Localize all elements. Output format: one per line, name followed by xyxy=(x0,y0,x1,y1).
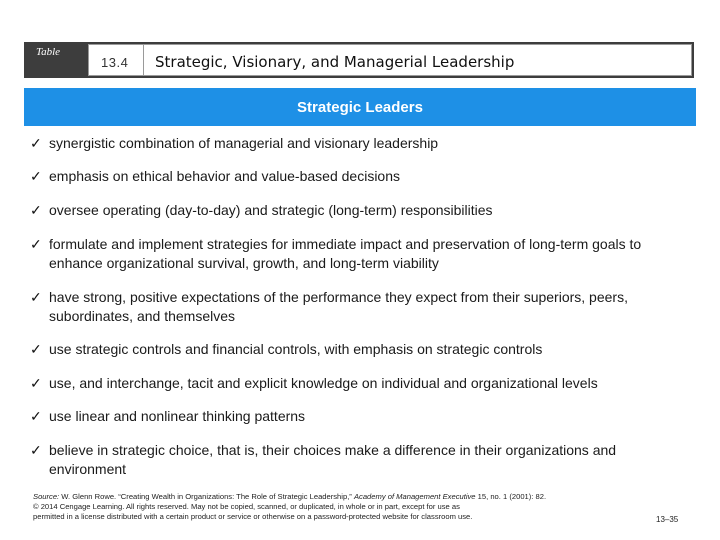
list-item xyxy=(30,167,690,186)
checkmark-icon: ✓ xyxy=(30,375,42,391)
checkmark-icon: ✓ xyxy=(30,442,42,458)
copyright-line-2: permitted in a license distributed with a certain product or service or otherwise on a password-protected website for classroom use. xyxy=(33,512,473,521)
list-item-text: use strategic controls and financial controls, with emphasis on strategic controls xyxy=(49,341,543,357)
checkmark-icon: ✓ xyxy=(30,135,42,151)
list-item xyxy=(30,235,690,273)
list-item-text: formulate and implement strategies for immediate impact and preservation of long-term goals to enhance organizational survival, growth, and long-term viability xyxy=(49,236,642,271)
list-item xyxy=(30,407,690,426)
source-journal: Academy of Management Executive xyxy=(353,492,476,501)
list-item-text: use, and interchange, tacit and explicit knowledge on individual and organizational levels xyxy=(49,375,598,391)
list-item xyxy=(30,201,690,220)
table-title-box xyxy=(88,44,692,76)
list-item-text: synergistic combination of managerial and visionary leadership xyxy=(49,135,439,151)
table-tag: Table xyxy=(36,46,61,58)
list-item-text: oversee operating (day-to-day) and strategic (long-term) responsibilities xyxy=(49,202,493,218)
source-citation: W. Glenn Rowe. “Creating Wealth in Organizations: The Role of Strategic Leadership,” xyxy=(61,492,352,501)
list-item xyxy=(30,134,690,153)
list-item xyxy=(30,288,690,326)
checkmark-icon: ✓ xyxy=(30,168,42,184)
checkmark-icon: ✓ xyxy=(30,289,42,305)
list-item xyxy=(30,441,690,479)
title-divider xyxy=(143,45,144,75)
checkmark-icon: ✓ xyxy=(30,341,42,357)
checkmark-icon: ✓ xyxy=(30,408,42,424)
list-item xyxy=(30,340,690,359)
section-heading-band xyxy=(24,88,696,126)
source-label: Source: xyxy=(33,492,60,501)
source-volume: 15, no. 1 (2001): 82. xyxy=(477,492,547,501)
copyright-line-1: © 2014 Cengage Learning. All rights reserved. May not be copied, scanned, or duplicated, in whole or in part, except for use as xyxy=(33,502,460,511)
source-line xyxy=(33,492,593,502)
list-item-text: believe in strategic choice, that is, their choices make a difference in their organizations and environment xyxy=(49,442,617,477)
checkmark-icon: ✓ xyxy=(30,202,42,218)
page-number: 13–35 xyxy=(656,515,679,524)
list-item-text: emphasis on ethical behavior and value-based decisions xyxy=(49,168,400,184)
table-title: Strategic, Visionary, and Managerial Leadership xyxy=(155,53,515,71)
list-item-text: use linear and nonlinear thinking patterns xyxy=(49,408,306,424)
list-item xyxy=(30,374,690,393)
footer-source xyxy=(33,492,593,522)
table-number: 13.4 xyxy=(101,55,129,70)
section-heading: Strategic Leaders xyxy=(297,98,423,116)
list-item-text: have strong, positive expectations of the performance they expect from their superiors, peers, subordinates, and themselves xyxy=(49,289,628,324)
checkmark-icon: ✓ xyxy=(30,236,42,252)
